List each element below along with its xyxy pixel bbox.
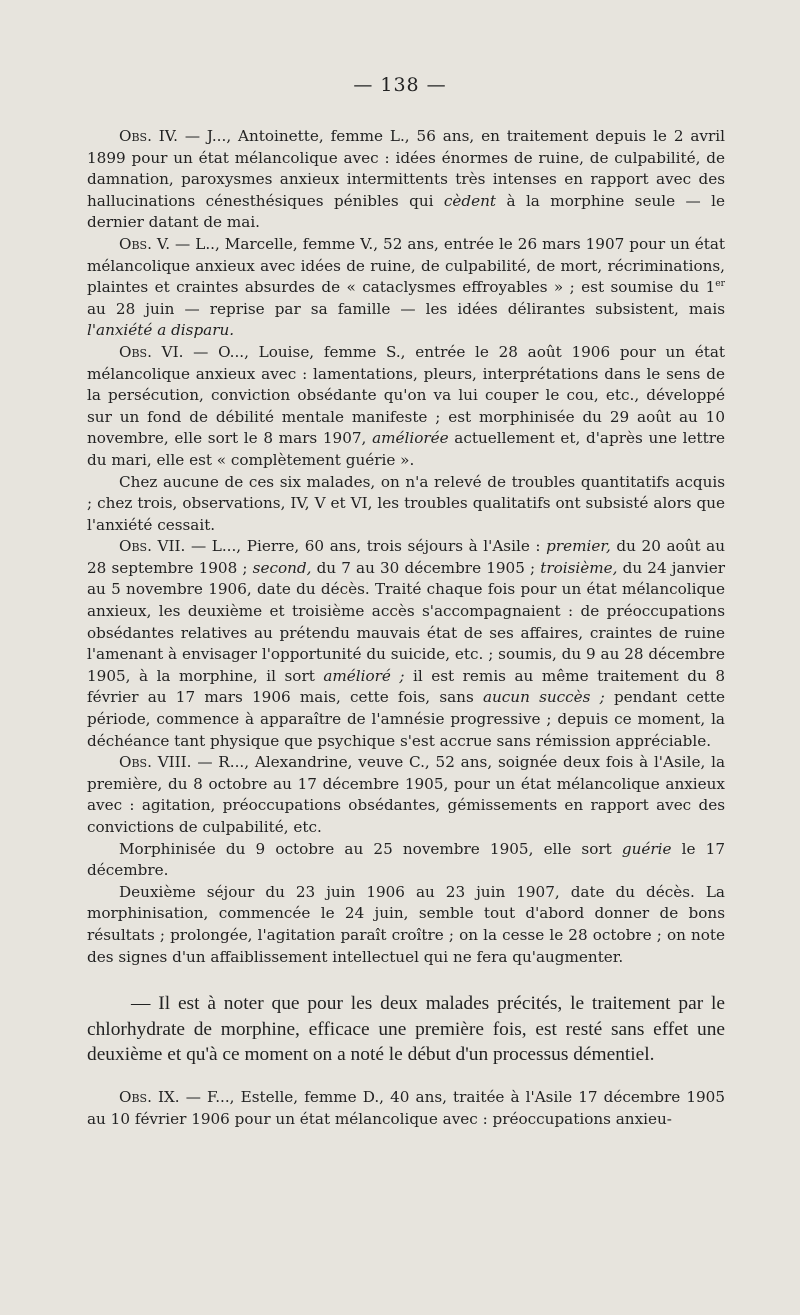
obs-label: Obs. V. — [119, 234, 171, 253]
page-number: — 138 — — [353, 74, 447, 96]
note-paragraph: — Il est à noter que pour les deux malades précités, le traitement par le chlorhydrate de morphine, efficace une première fois, est resté sans effet une deuxième et qu'à ce moment on a noté le début d'un processus démentiel. — [87, 993, 725, 1065]
obs-label: Obs. IX. — [119, 1088, 180, 1107]
obs-label: Obs. VIII. — [119, 753, 192, 772]
observation-8: Obs. VIII. — R..., Alexandrine, veuve C., 52 ans, soignée deux fois à l'Asile, la première, du 8 octobre au 17 décembre 1905, pour un état mélancolique anxieux avec : agitation, préoccupations obsédantes, gémissements en rapport avec des convictions de culpabilité, etc. — [87, 753, 725, 836]
obs-label: Obs. VII. — [119, 537, 186, 556]
obs-label: Obs. IV. — [119, 127, 178, 145]
observation-6: Obs. VI. — O..., Louise, femme S., entrée le 28 août 1906 pour un état mélancolique anxieux avec : lamentations, pleurs, interprétations dans le sens de la persécution, conviction obsédante qu'on va lui couper le cou, etc., développé sur un fond de débilité mentale manifeste ; est morphinisée du 29 août au 10 novembre, elle sort le 8 mars 1907, améliorée actuellement et, d'après une lettre du mari, elle est « complètement guérie ». — [87, 342, 726, 469]
obs-label: Obs. VI. — [119, 342, 184, 361]
observation-9: Obs. IX. — F..., Estelle, femme D., 40 ans, traitée à l'Asile 17 décembre 1905 au 10 février 1906 pour un état mélancolique avec : préoccupations anxieu- — [87, 1088, 725, 1128]
observation-7: Obs. VII. — L..., Pierre, 60 ans, trois séjours à l'Asile : premier, du 20 août au 28 septembre 1908 ; second, du 7 au 30 décembre 1905 ; troisième, du 24 janvier au 5 novembre 1906, date du décès. Traité chaque fois pour un état mélancolique anxieux, les deuxième et troisième accès s'accompagnaient : de préoccupations obsédantes relatives au prétendu mauvais état de ses affaires, craintes de ruine l'amenant à envisager l'opportunité du suicide, etc. ; soumis, du 9 au 28 décembre 1905, à la morphine, il sort amélioré ; il est remis au même traitement du 8 février au 17 mars 1906 mais, cette fois, sans aucun succès ; pendant cette période, commence à apparaître de l'amnésie progressive ; depuis ce moment, la déchéance tant physique que psychique s'est accrue sans rémission appréciable. — [87, 537, 726, 750]
observation-8-second-stay: Deuxième séjour du 23 juin 1906 au 23 juin 1907, date du décès. La morphinisation, commencée le 24 juin, semble tout d'abord donner de bons résultats ; prolongée, l'agitation paraît croître ; on la cesse le 28 octobre ; on note des signes d'un affaiblissement intellectuel qui ne fera qu'augmenter. — [87, 882, 725, 966]
observation-5: Obs. V. — L.., Marcelle, femme V., 52 ans, entrée le 26 mars 1907 pour un état mélancolique anxieux avec idées de ruine, de culpabilité, de mort, récriminations, plaintes et craintes absurdes de « cataclysmes effroyables » ; est soumise du 1er au 28 juin — reprise par sa famille — les idées délirantes subsistent, mais l'anxiété a disparu. — [87, 234, 725, 340]
observation-4: Obs. IV. — J..., Antoinette, femme L., 56 ans, en traitement depuis le 2 avril 1899 pour un état mélancolique avec : idées énormes de ruine, de culpabilité, de damnation, paroxysmes anxieux intermittents très intenses en rapport avec des hallucinations cénesthésiques pénibles qui cèdent à la morphine seule — le dernier datant de mai. — [87, 127, 725, 232]
body-text — [87, 126, 725, 1131]
observation-8-continued: Morphinisée du 9 octobre au 25 novembre 1905, elle sort guérie le 17 décembre. — [87, 839, 725, 880]
summary-paragraph: Chez aucune de ces six malades, on n'a relevé de troubles quantitatifs acquis ; chez trois, observations, IV, V et VI, les troubles qualitatifs ont subsisté alors que l'anxiété cessait. — [87, 472, 725, 534]
